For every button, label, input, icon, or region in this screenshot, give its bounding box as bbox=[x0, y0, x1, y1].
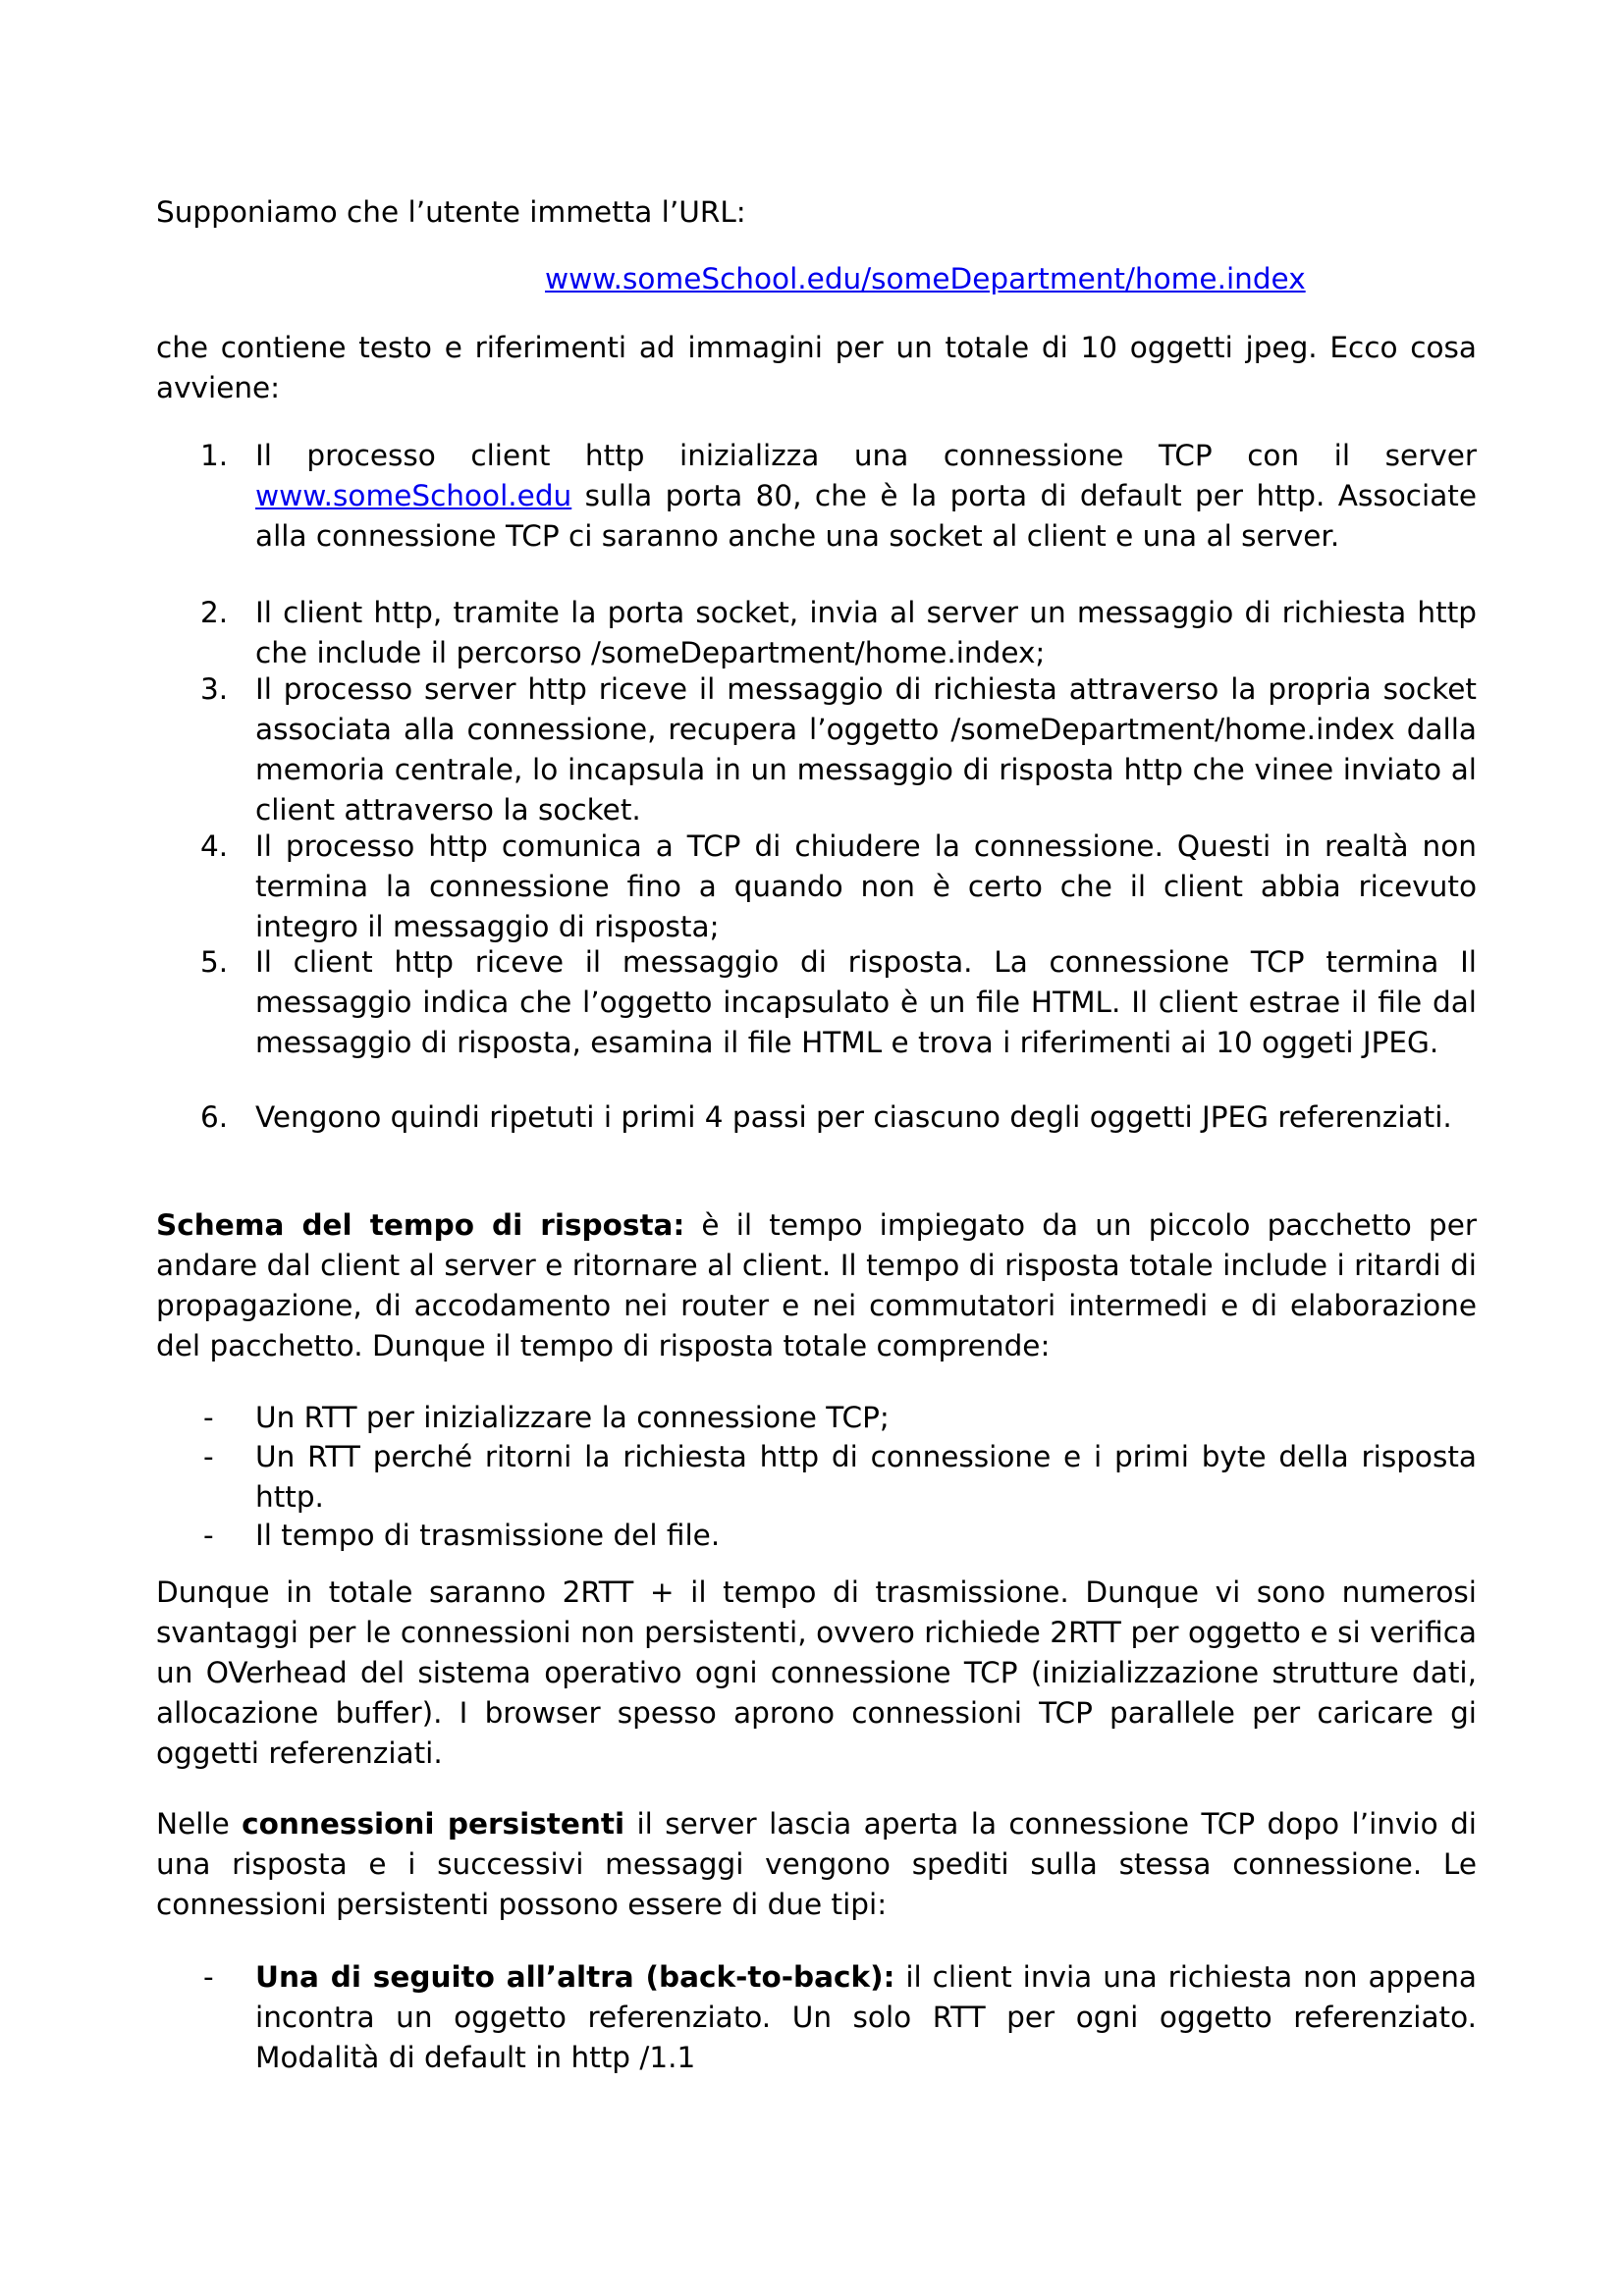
step-number: 4. bbox=[200, 829, 229, 863]
schema-heading: Schema del tempo di risposta: bbox=[156, 1208, 685, 1242]
persistent-bold: connessioni persistenti bbox=[242, 1807, 625, 1841]
bullet-item: Il tempo di trasmissione del file. bbox=[255, 1519, 721, 1552]
step-text: Il processo client http inizializza una connessione TCP con il server bbox=[255, 439, 1477, 472]
bullet-dash: - bbox=[203, 1440, 214, 1473]
persistent-pre: Nelle bbox=[156, 1807, 243, 1841]
intro-paragraph: che contiene testo e riferimenti ad immagini per un totale di 10 oggetti jpeg. Ecco cosa avviene: bbox=[156, 331, 1477, 404]
step-number: 6. bbox=[200, 1100, 229, 1134]
step-number: 2. bbox=[200, 596, 229, 629]
step-number: 1. bbox=[200, 439, 229, 472]
bullet-dash: - bbox=[203, 1519, 214, 1552]
step-number: 5. bbox=[200, 945, 229, 979]
type-title: Una di seguito all’altra (back-to-back): bbox=[255, 1960, 895, 1994]
persistent-paragraph bbox=[156, 1804, 1477, 1925]
summary-paragraph: Dunque in totale saranno 2RTT + il tempo di trasmissione. Dunque vi sono numerosi svantaggi per le connessioni non persistenti, ovvero richiede 2RTT per oggetto e si verifica un OVerhead del sistema operativo ogni connessione TCP (inizializzazione strutture dati, allocazione buffer). I browser spesso aprono connessioni TCP parallele per caricare gi oggetti referenziati. bbox=[156, 1575, 1477, 1770]
step-text: sulla porta 80, che è la porta di default per http. Associate alla connessione TCP ci saranno anche una socket al client e una al server. bbox=[255, 479, 1477, 553]
step-number: 3. bbox=[200, 672, 229, 706]
step-item: Il client http, tramite la porta socket, invia al server un messaggio di richiesta http che include il percorso /someDepartment/home.index; bbox=[255, 596, 1477, 669]
schema-text: è il tempo impiegato da un piccolo pacchetto per andare dal client al server e ritornare al client. Il tempo di risposta totale include i ritardi di propagazione, di accodamento nei router e nei commutatori intermedi e di elaborazione del pacchetto. Dunque il tempo di risposta totale comprende: bbox=[156, 1208, 1477, 1362]
type-dash: - bbox=[203, 1960, 214, 1994]
bullet-item: Un RTT perché ritorni la richiesta http di connessione e i primi byte della risposta http. bbox=[255, 1440, 1477, 1514]
bullet-item: Un RTT per inizializzare la connessione TCP; bbox=[255, 1401, 890, 1434]
step-item: Il processo server http riceve il messaggio di richiesta attraverso la propria socket associata alla connessione, recupera l’oggetto /someDepartment/home.index dalla memoria centrale, lo incapsula in un messaggio di risposta http che vinee inviato al client attraverso la socket. bbox=[255, 672, 1477, 827]
step-item: Il client http riceve il messaggio di risposta. La connessione TCP termina Il messaggio indica che l’oggetto incapsulato è un file HTML. Il client estrae il file dal messaggio di risposta, esamina il file HTML e trova i riferimenti ai 10 oggeti JPEG. bbox=[255, 945, 1477, 1059]
bullet-dash: - bbox=[203, 1401, 214, 1434]
type-text: il client invia una richiesta non appena incontra un oggetto referenziato. Un solo RTT per ogni oggetto referenziato. Modalità di default in http /1.1 bbox=[255, 1960, 1477, 2074]
intro-line: Supponiamo che l’utente immetta l’URL: bbox=[156, 195, 746, 229]
schema-paragraph bbox=[156, 1205, 1477, 1366]
step-item: Il processo http comunica a TCP di chiudere la connessione. Questi in realtà non termina la connessione fino a quando non è certo che il client abbia ricevuto integro il messaggio di risposta; bbox=[255, 829, 1477, 943]
step-item: Vengono quindi ripetuti i primi 4 passi per ciascuno degli oggetti JPEG referenziati. bbox=[255, 1100, 1452, 1134]
type-item bbox=[255, 1957, 1477, 2078]
url-link[interactable]: www.someSchool.edu/someDepartment/home.index bbox=[545, 262, 1306, 295]
persistent-text: il server lascia aperta la connessione TCP dopo l’invio di una risposta e i successivi messaggi vengono spediti sulla stessa connessione. Le connessioni persistenti possono essere di due tipi: bbox=[156, 1807, 1478, 1921]
step-item bbox=[255, 436, 1477, 557]
server-link[interactable]: www.someSchool.edu bbox=[255, 479, 572, 512]
